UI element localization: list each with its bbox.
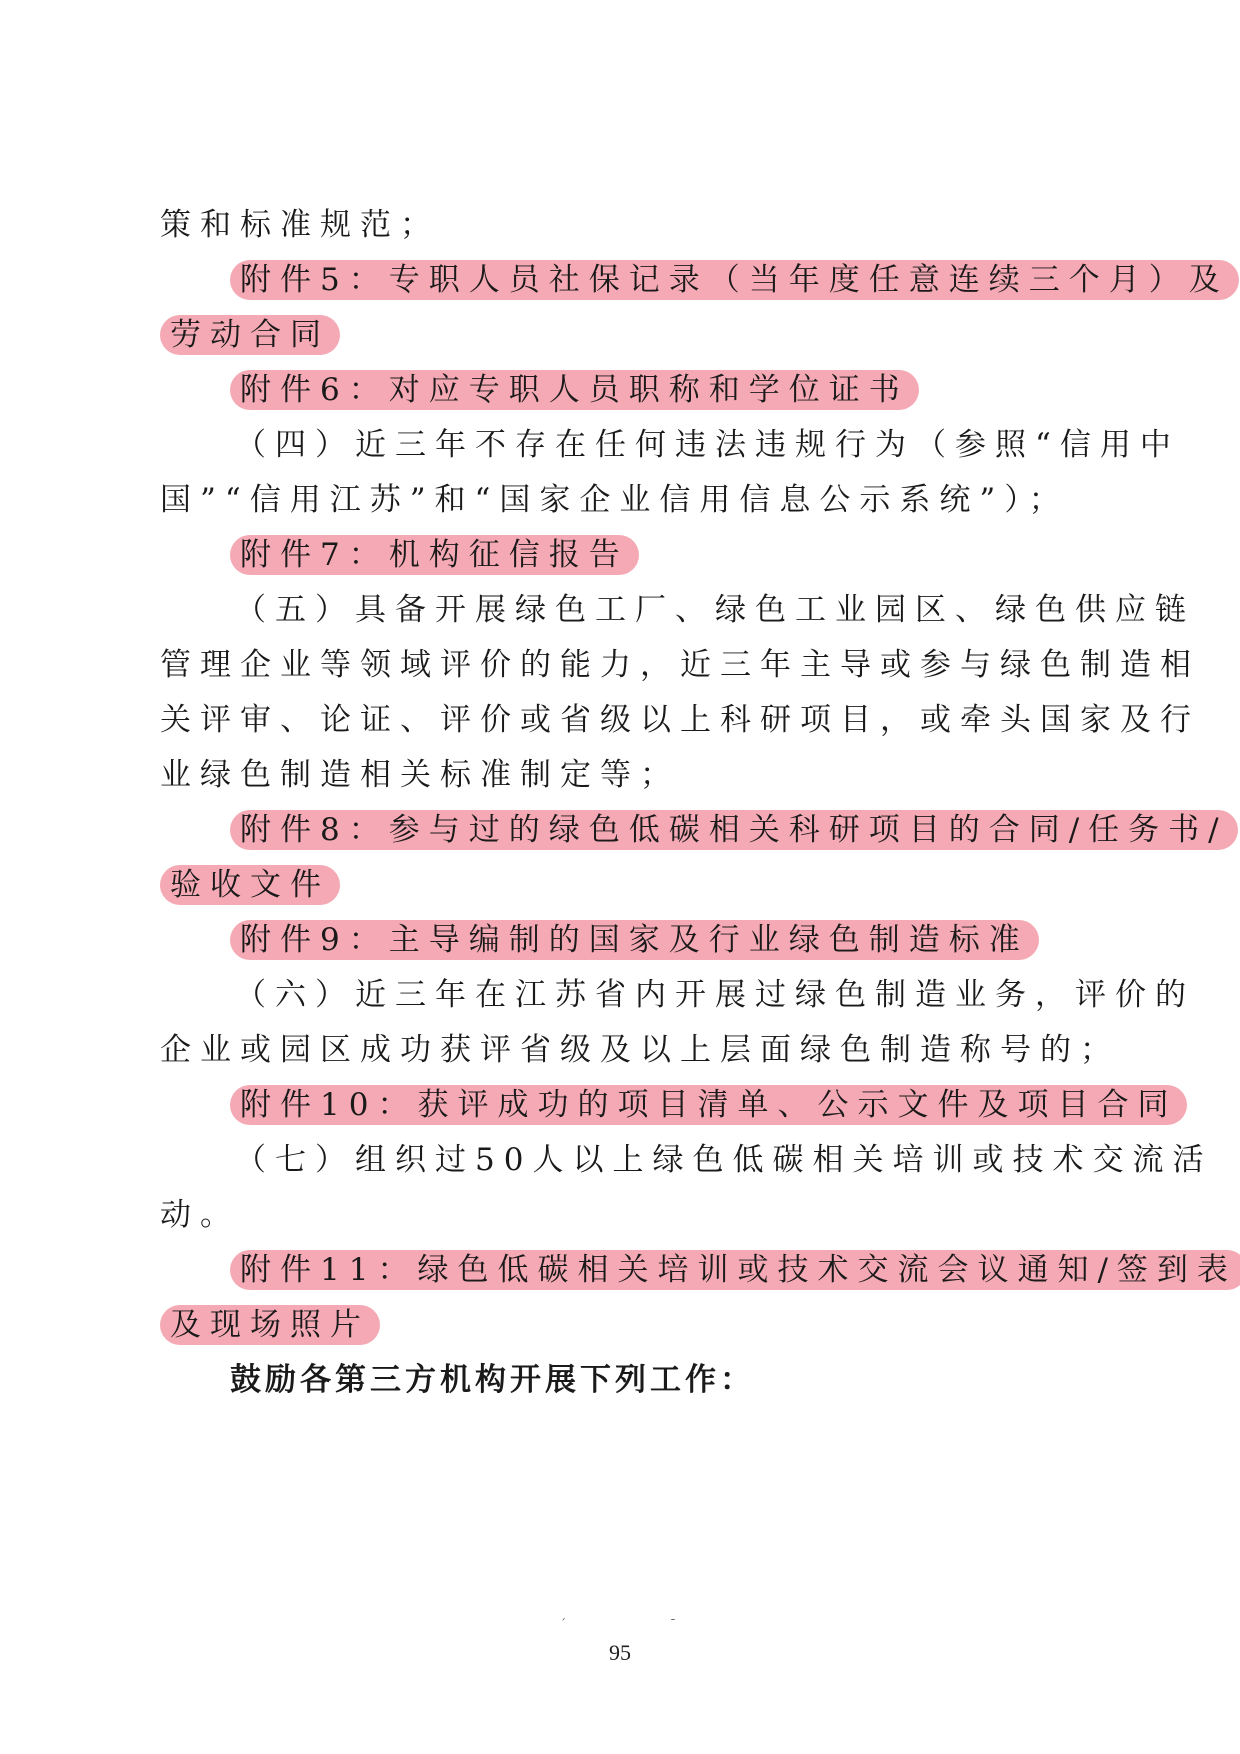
paragraph-line: （五）具备开展绿色工厂、绿色工业园区、绿色供应链 [235,592,1195,628]
paragraph-line: 管理企业等领域评价的能力，近三年主导或参与绿色制造相 [160,647,1200,683]
paragraph-line: 策和标准规范； [160,207,440,243]
highlighted-attachment-line: 附件5：专职人员社保记录（当年度任意连续三个月）及 [230,260,1239,300]
highlighted-attachment-line: 及现场照片 [160,1305,380,1345]
paragraph-line: 业绿色制造相关标准制定等； [160,757,680,793]
paragraph-line: 关评审、论证、评价或省级以上科研项目，或牵头国家及行 [160,702,1200,738]
highlighted-attachment-line: 附件8：参与过的绿色低碳相关科研项目的合同/任务书/ [230,810,1238,850]
paragraph-line: 动。 [160,1197,240,1233]
highlighted-attachment-line: 附件9：主导编制的国家及行业绿色制造标准 [230,920,1039,960]
paragraph-line: 国”“信用江苏”和“国家企业信用信息公示系统”）； [160,482,1069,518]
page-number: 95 [609,1640,631,1665]
scan-speck: ˊ [560,1617,566,1631]
highlighted-attachment-line: 劳动合同 [160,315,340,355]
highlighted-attachment-line: 附件10：获评成功的项目清单、公示文件及项目合同 [230,1085,1187,1125]
highlighted-attachment-line: 验收文件 [160,865,340,905]
highlighted-attachment-line: 附件11：绿色低碳相关培训或技术交流会议通知/签到表 [230,1250,1240,1290]
paragraph-line: （六）近三年在江苏省内开展过绿色制造业务，评价的 [235,977,1195,1013]
paragraph-line: 企业或园区成功获评省级及以上层面绿色制造称号的； [160,1032,1120,1068]
paragraph-line: （七）组织过50人以上绿色低碳相关培训或技术交流活 [235,1142,1213,1178]
scan-speck: ˉ [670,1617,676,1631]
paragraph-line: （四）近三年不存在任何违法违规行为（参照“信用中 [235,427,1180,463]
highlighted-attachment-line: 附件7：机构征信报告 [230,535,639,575]
highlighted-attachment-line: 附件6：对应专职人员职称和学位证书 [230,370,919,410]
section-heading: 鼓励各第三方机构开展下列工作： [230,1362,755,1398]
